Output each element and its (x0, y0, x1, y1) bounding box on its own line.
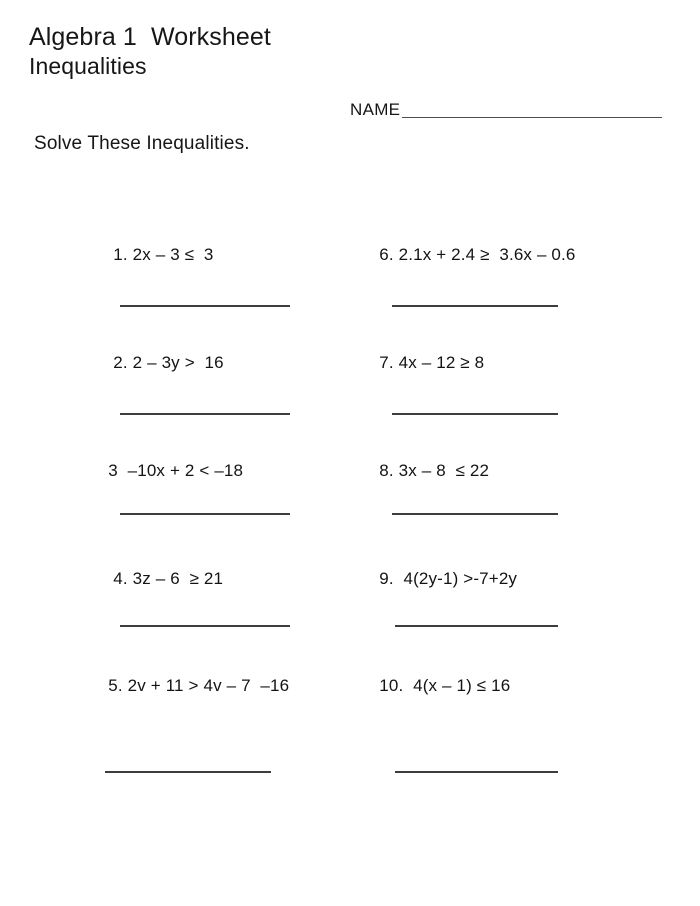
answer-line[interactable] (392, 305, 558, 307)
problem-item (79, 438, 243, 504)
problem-number: 3 (108, 461, 118, 480)
problem-number: 2. (113, 353, 128, 372)
problem-number: 4. (113, 569, 128, 588)
answer-line[interactable] (392, 413, 558, 415)
problem-expression: 4(x – 1) ≤ 16 (413, 676, 511, 695)
page-subtitle: Inequalities (29, 53, 147, 79)
problem-number: 9. (379, 569, 394, 588)
problem-number: 6. (379, 245, 394, 264)
problem-item (79, 653, 289, 719)
problem-expression: –10x + 2 < –18 (127, 461, 244, 480)
answer-line[interactable] (120, 513, 290, 515)
problem-item (350, 330, 484, 396)
problem-number: 7. (379, 353, 394, 372)
problem-item (84, 330, 224, 396)
problem-item (350, 546, 517, 612)
name-label: NAME (350, 100, 401, 119)
answer-line[interactable] (120, 625, 290, 627)
problem-expression: 2v + 11 > 4v – 7 –16 (127, 676, 290, 695)
problem-item (350, 222, 576, 288)
problem-expression: 2x – 3 ≤ 3 (132, 245, 214, 264)
problem-number: 1. (113, 245, 128, 264)
problem-number: 5. (108, 676, 123, 695)
answer-line[interactable] (395, 771, 558, 773)
answer-line[interactable] (105, 771, 271, 773)
answer-line[interactable] (395, 625, 558, 627)
answer-line[interactable] (392, 513, 558, 515)
problem-expression: 2 – 3y > 16 (132, 353, 224, 372)
problem-item (350, 438, 489, 504)
instruction-text: Solve These Inequalities. (34, 133, 250, 154)
answer-line[interactable] (120, 305, 290, 307)
problem-number: 8. (379, 461, 394, 480)
problem-expression: 4(2y-1) >-7+2y (403, 569, 518, 588)
problem-expression: 3z – 6 ≥ 21 (132, 569, 224, 588)
problem-expression: 4x – 12 ≥ 8 (398, 353, 485, 372)
page-title: Algebra 1 Worksheet (29, 23, 271, 51)
problem-item (84, 222, 214, 288)
problem-expression: 3x – 8 ≤ 22 (398, 461, 490, 480)
problem-item (350, 653, 510, 719)
problem-number: 10. (379, 676, 404, 695)
answer-line[interactable] (120, 413, 290, 415)
problem-item (84, 546, 223, 612)
problem-expression: 2.1x + 2.4 ≥ 3.6x – 0.6 (398, 245, 576, 264)
